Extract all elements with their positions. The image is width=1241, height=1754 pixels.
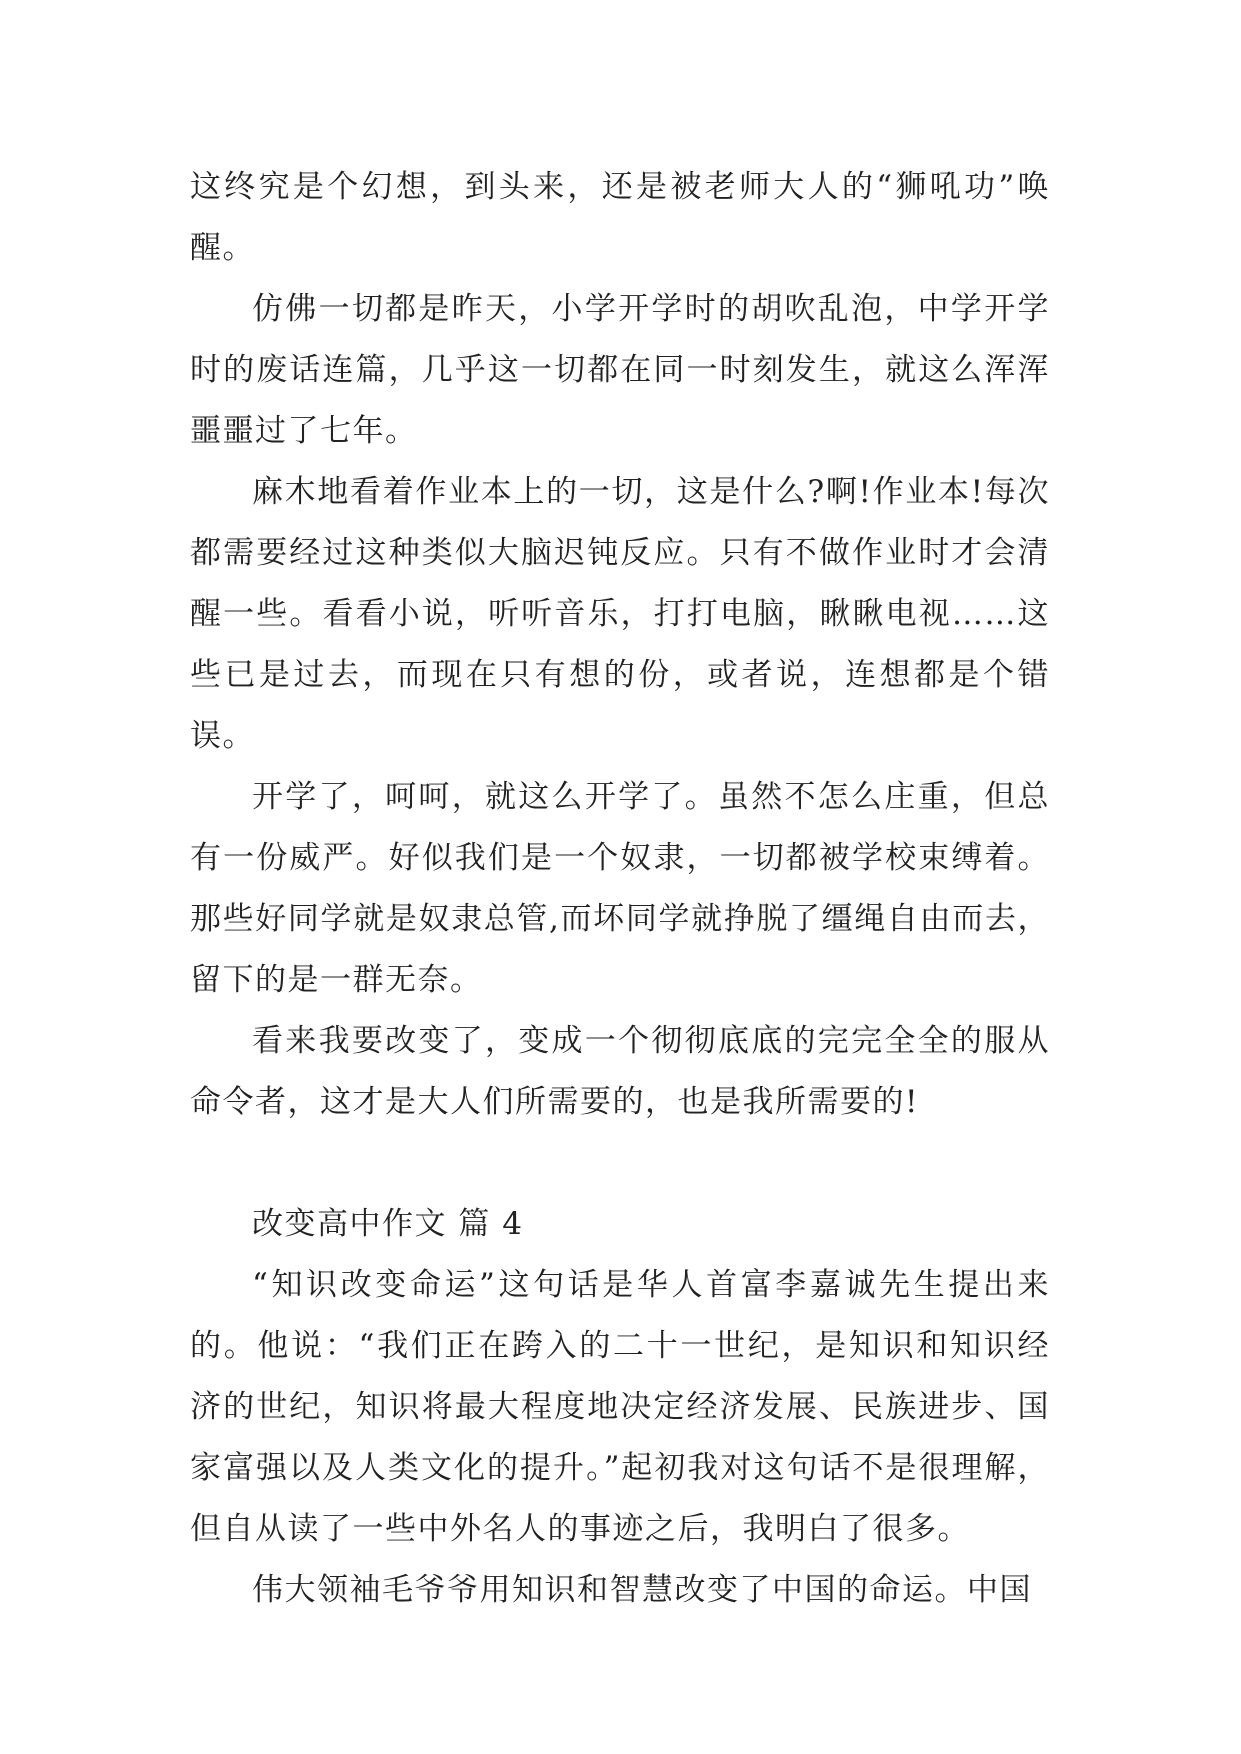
section-paragraph-1: “知识改变命运”这句话是华人首富李嘉诚先生提出来的。他说：“我们正在跨入的二十一世纪，是知识和知识经济的世纪，知识将最大程度地决定经济发展、民族进步、国家富强以及人类文化的提升。”起初我对这句话不是很理解，但自从读了一些中外名人的事迹之后，我明白了很多。 [190,1267,1050,1547]
paragraph-5: 看来我要改变了，变成一个彻彻底底的完完全全的服从命令者，这才是大人们所需要的，也是我所需要的! [190,1023,1050,1120]
paragraph-4: 开学了，呵呵，就这么开学了。虽然不怎么庄重，但总有一份威严。好似我们是一个奴隶，一切都被学校束缚着。那些好同学就是奴隶总管,而坏同学就挣脱了缰绳自由而去，留下的是一群无奈。 [190,779,1050,998]
section-heading: 改变高中作文 篇 4 [252,1206,524,1242]
paragraph-3: 麻木地看着作业本上的一切，这是什么?啊!作业本!每次都需要经过这种类似大脑迟钝反应。只有不做作业时才会清醒一些。看看小说，听听音乐，打打电脑，瞅瞅电视……这些已是过去，而现在只有想的份，或者说，连想都是个错误。 [190,474,1050,754]
paragraph-1: 这终究是个幻想，到头来，还是被老师大人的“狮吼功”唤醒。 [190,169,1050,266]
section-paragraph-2: 伟大领袖毛爷爷用知识和智慧改变了中国的命运。中国 [252,1572,1032,1608]
paragraph-2: 仿佛一切都是昨天，小学开学时的胡吹乱泡，中学开学时的废话连篇，几乎这一切都在同一时刻发生，就这么浑浑噩噩过了七年。 [190,291,1050,449]
document-body [190,157,1050,1621]
